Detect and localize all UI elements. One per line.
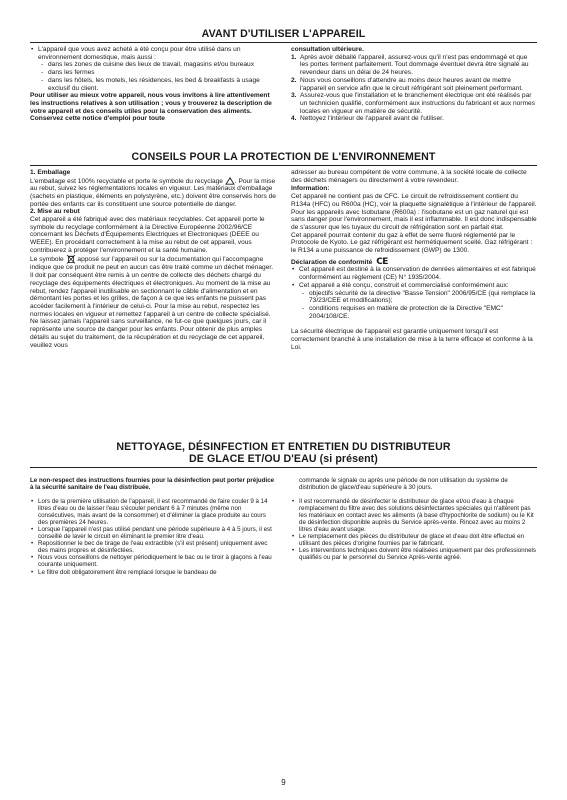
divider — [30, 165, 537, 166]
left-column — [30, 46, 276, 123]
paragraph: Le symbole apposé sur l'appareil ou sur la documentation qui l'accompagne indique que ce produit ne peut en aucun cas être traité comme un déchet ménager. Il doit par conséquent être remis à un centre de collecte des déchets chargé du recyclage des équipements électriques et électroniques. Au moment de la mise au rebut, rendez l'appareil inutilisable en sectionnant le câble d'alimentation et en démontant les portes et les grilles, de façon à ce que les enfants ne puissent pas accéder facilement à l'intérieur de celui-ci. Pour la mise au rebut, respectez les normes locales en vigueur et remettez l'appareil à un centre de collecte spécialisé. Ne laissez jamais l'appareil sans surveillance, ne fut-ce que quelques jours, car il représente une source de danger pour les enfants. Pour obtenir de plus amples détails au sujet du traitement, de la récupération et du recyclage de cet appareil, veuillez vous — [30, 256, 274, 349]
ce-mark-icon: CE — [376, 256, 388, 267]
numbered-item: 4. Nettoyez l'intérieur de l'appareil avant de l'utiliser. — [291, 115, 537, 123]
paragraph: La sécurité électrique de l'appareil est garantie uniquement lorsqu'il est correctement branché à une installation de mise à la terre efficace et conforme à la Loi. — [291, 328, 533, 351]
divider — [30, 467, 537, 468]
subheading: Déclaration de conformité CE — [291, 256, 388, 267]
subheading: 1. Emballage — [30, 169, 71, 176]
list-item: • L'appareil que vous avez acheté a été conçu pour être utilisé dans un environnement domestique, mais aussi : - dans les zones de cuisine des lieux de travail, magasins et/ou bureaux - dans les fermes - dans les hôtels, les motels, les résidences, les bed & breakfasts à usage exclusif du client. — [30, 46, 276, 92]
list-item: • Le remplacement des pièces du distributeur de glace et d'eau doit être effectué en utilisant des pièces d'origine fournies par le fabricant. — [291, 533, 537, 547]
sub-item: - dans les zones de cuisine des lieux de travail, magasins et/ou bureaux — [38, 61, 276, 69]
paragraph: adresser au bureau compétent de votre commune, à la société locale de collecte des déchets ménagers ou directement à votre revendeur. — [291, 169, 527, 184]
paragraph: commande le signale ou après une période de non utilisation du système de distribution de glace/d'eau supérieure à 30 jours. — [299, 477, 508, 492]
section-title: NETTOYAGE, DÉSINFECTION ET ENTRETIEN DU DISTRIBUTEUR — [116, 441, 451, 453]
bold-paragraph: consultation ultérieure. — [291, 46, 364, 53]
list-item: • Les interventions techniques doivent être réalisées uniquement par des professionnels qualifiés ou par le personnel du Service Après-vente agréé. — [291, 547, 537, 561]
sub-item: - objectifs sécurité de la directive "Basse Tension" 2006/95/CE (qui remplace la 73/23/CEE et modifications); — [299, 290, 537, 305]
section-title: AVANT D'UTILISER L'APPAREIL — [201, 28, 366, 40]
list-item: • Cet appareil est destiné à la conservation de denrées alimentaires et est fabriqué conformément au règlement (CE) N° 1935/2004. — [291, 266, 537, 281]
list-item: • Repositionner le bec de tirage de l'eau extractible (s'il est présent) uniquement avec des mains propres et désinfectées. — [30, 540, 276, 554]
left-column — [30, 169, 276, 351]
crossed-bin-icon — [66, 254, 76, 264]
numbered-item: 3. Assurez-vous que l'installation et le branchement électrique ont été réalisés par un technicien qualifié, conformément aux instructions du fabricant et aux normes locales en vigueur en matière de sécurité. — [291, 92, 537, 115]
subheading: 2. Mise au rebut — [30, 208, 80, 216]
right-column — [291, 169, 537, 351]
page-number: 9 — [281, 778, 286, 787]
left-column — [30, 471, 276, 576]
section-dispenser-cleaning — [30, 441, 537, 576]
paragraph: Cet appareil ne contient pas de CFC. Le circuit de refroidissement contient du R134a (HFC) ou R600a (HC), voir la plaquette signalétique à l'intérieur de l'appareil. Pour les appareils avec Isobutane (R600a) : l'isobutane est un gaz naturel qui est sans danger pour l'environnement, mais il est inflammable. Il est donc indispensable de s'assurer que les tuyaux du circuit de réfrigération sont en parfait état. — [291, 193, 537, 231]
numbered-item: 2. Nous vous conseillons d'attendre au moins deux heures avant de mettre l'appareil en service afin que le circuit réfrigérant soit pleinement performant. — [291, 77, 537, 92]
paragraph: Cet appareil a été fabriqué avec des matériaux recyclables. Cet appareil porte le symbole du recyclage conformément à la Directive Européenne 2002/96/CE concernant les Déchets d'Équipements Electriques et Electroniques (DEEE ou WEEE). En procédant correctement à la mise au rebut de cet appareil, vous contribuerez à protéger l'environnement et la santé humaine. — [30, 215, 265, 254]
manual-page — [30, 28, 537, 576]
sub-item: - dans les fermes — [38, 69, 276, 77]
bold-paragraph: Le non-respect des instructions fournies pour la désinfection peut porter préjudice à la sécurité sanitaire de l'eau distribuée. — [30, 477, 275, 492]
list-item: • Cet appareil a été conçu, construit et commercialisé conformément aux: - objectifs sécurité de la directive "Basse Tension" 2006/95/CE (qui remplace la 73/23/CEE et modifications); - conditions requises en matière de protection de la Directive "EMC" 2004/108/CE. — [291, 282, 537, 321]
right-column — [291, 46, 537, 123]
recycle-icon — [225, 177, 235, 185]
subheading: Information: — [291, 185, 330, 193]
numbered-item: 1. Après avoir déballé l'appareil, assurez-vous qu'il n'est pas endommagé et que les portes ferment parfaitement. Tout dommage éventuel devra être signalé au revendeur dans un délai de 24 heures. — [291, 54, 537, 77]
section-environment — [30, 151, 537, 441]
section-before-use — [30, 28, 537, 151]
list-item: • Il est recommandé de désinfecter le distributeur de glace et/ou d'eau à chaque remplacement du filtre avec des solutions désinfectantes spéciales qui n'altèrent pas les matériaux en contact avec les aliments (à base d'hypochlorite de sodium) ou le Kit de désinfection disponible auprès du Service après-vente. Rincez avec au moins 2 litres d'eau avant usage. — [291, 498, 537, 533]
sub-item: - conditions requises en matière de protection de la Directive "EMC" 2004/108/CE. — [299, 305, 537, 320]
list-item: • Nous vous conseillons de nettoyer périodiquement le bac ou le tiroir à glaçons à l'eau courante uniquement. — [30, 554, 276, 568]
divider — [30, 42, 537, 43]
section-title: CONSEILS POUR LA PROTECTION DE L'ENVIRONNEMENT — [131, 151, 436, 163]
section-title: DE GLACE ET/OU D'EAU (si présent) — [189, 453, 378, 465]
paragraph: L'emballage est 100% recyclable et porte le symbole du recyclage . Pour la mise au rebut, suivez les réglementations locales en vigueur. Les matériaux d'emballage (sachets en plastique, éléments en polystyrène, etc.) doivent être conservés hors de portée des enfants car ils constituent une source potentielle de danger. — [30, 177, 276, 208]
list-item: • Le filtre doit obligatoirement être remplacé lorsque le bandeau de — [30, 569, 276, 576]
sub-item: - dans les hôtels, les motels, les résidences, les bed & breakfasts à usage exclusif du client. — [38, 77, 276, 92]
bold-paragraph: Pour utiliser au mieux votre appareil, nous vous invitons à lire attentivement les instructions relatives à son utilisation ; vous y trouverez la description de votre appareil et des conseils utiles pour la conservation des aliments. Conservez cette notice d'emploi pour toute — [30, 92, 272, 123]
list-item: • Lors de la première utilisation de l'appareil, il est recommandé de faire couler 9 à 14 litres d'eau ou de laisser l'eau s'écouler pendant 6 à 7 minutes (même non consécutives, mais avant de la consommer) et d'éliminer la glace produite au cours des premières 24 heures. — [30, 498, 276, 526]
list-item: • Lorsque l'appareil n'est pas utilisé pendant une période supérieure à 4 à 5 jours, il est conseillé de laver le circuit en éliminant le premier litre d'eau. — [30, 526, 276, 540]
right-column — [291, 471, 537, 576]
paragraph: Cet appareil pourrait contenir du gaz à effet de serre fluoré réglementé par le Protocole de Kyoto. Le gaz réfrigérant est hermétiquement scellé. Gaz réfrigérant : le R134 a une puissance de refroidissement (GWP) de 1300. — [291, 231, 533, 255]
